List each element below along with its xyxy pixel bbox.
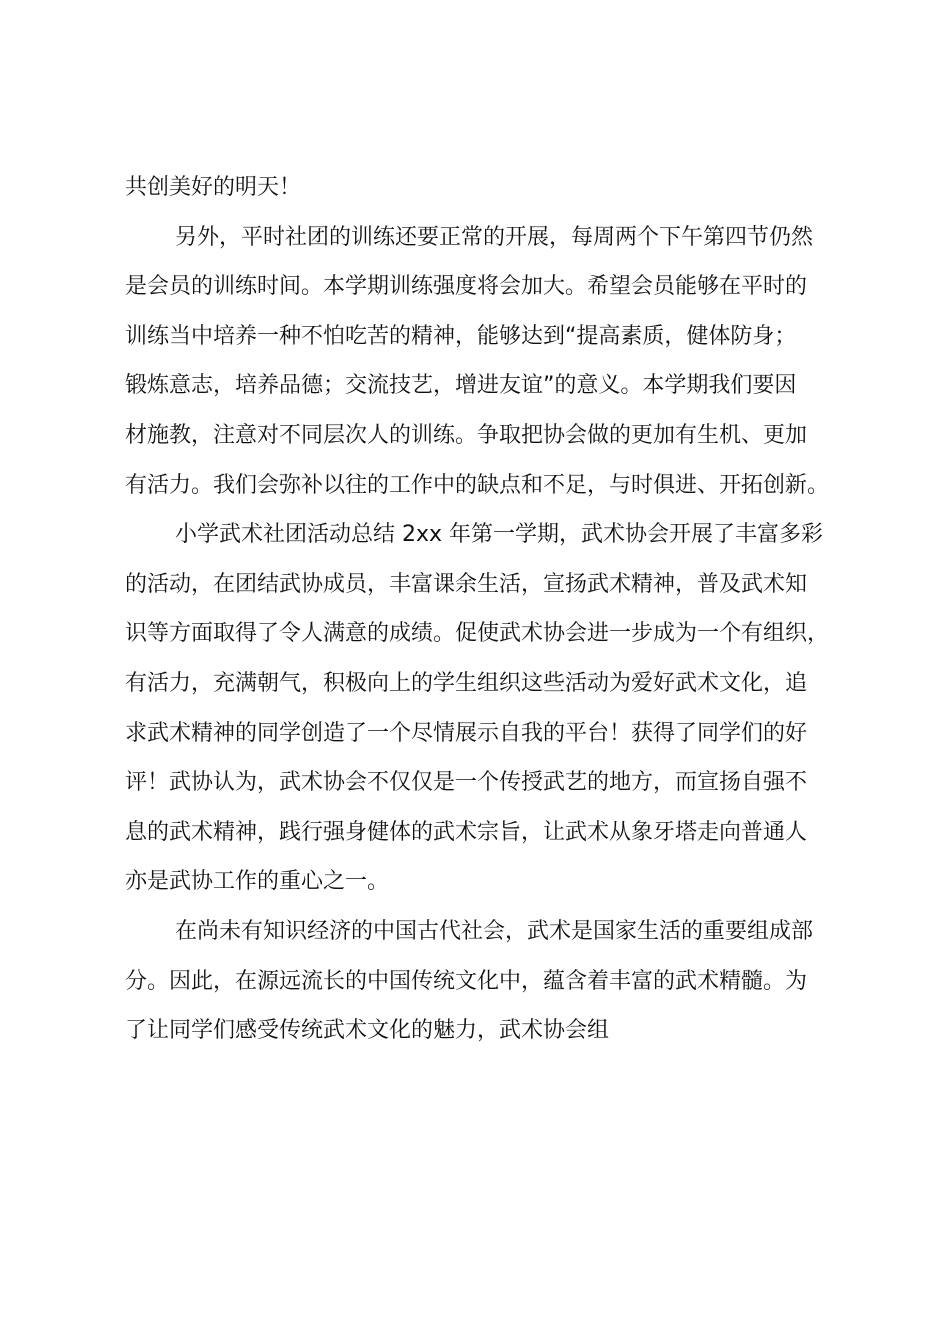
document-body <box>125 163 865 1056</box>
text-line: 求武术精神的同学创造了一个尽情展示自我的平台！获得了同学们的好 <box>125 720 808 746</box>
text-line: 训练当中培养一种不怕吃苦的精神，能够达到“提高素质，健体防身； <box>125 323 797 349</box>
paragraph-first-line: 在尚未有知识经济的中国古代社会，武术是国家生活的重要组成部 <box>175 918 814 944</box>
text-line: 材施教，注意对不同层次人的训练。争取把协会做的更加有生机、更加 <box>125 422 808 448</box>
paragraph-first-line: 小学武术社团活动总结 2xx 年第一学期，武术协会开展了丰富多彩 <box>175 522 824 548</box>
text-line: 有活力。我们会弥补以往的工作中的缺点和不足，与时俱进、开拓创新。 <box>125 472 830 498</box>
text-line: 是会员的训练时间。本学期训练强度将会加大。希望会员能够在平时的 <box>125 274 808 300</box>
paragraph-first-line: 另外，平时社团的训练还要正常的开展，每周两个下午第四节仍然 <box>175 224 814 250</box>
text-line: 了让同学们感受传统武术文化的魅力，武术协会组 <box>125 1018 610 1044</box>
text-line: 亦是武协工作的重心之一。 <box>125 869 390 895</box>
text-line: 有活力，充满朝气，积极向上的学生组织这些活动为爱好武术文化，追 <box>125 670 808 696</box>
text-line: 的活动，在团结武协成员，丰富课余生活，宣扬武术精神，普及武术知 <box>125 571 808 597</box>
text-line: 共创美好的明天！ <box>125 175 302 200</box>
text-line: 锻炼意志，培养品德；交流技艺，增进友谊”的意义。本学期我们要因 <box>125 373 797 399</box>
text-line: 息的武术精神，践行强身健体的武术宗旨，让武术从象牙塔走向普通人 <box>125 819 808 845</box>
text-line: 评！武协认为，武术协会不仅仅是一个传授武艺的地方，而宣扬自强不 <box>125 770 808 796</box>
text-line: 识等方面取得了令人满意的成绩。促使武术协会进一步成为一个有组织， <box>125 621 830 647</box>
text-line: 分。因此，在源远流长的中国传统文化中，蕴含着丰富的武术精髓。为 <box>125 968 808 994</box>
